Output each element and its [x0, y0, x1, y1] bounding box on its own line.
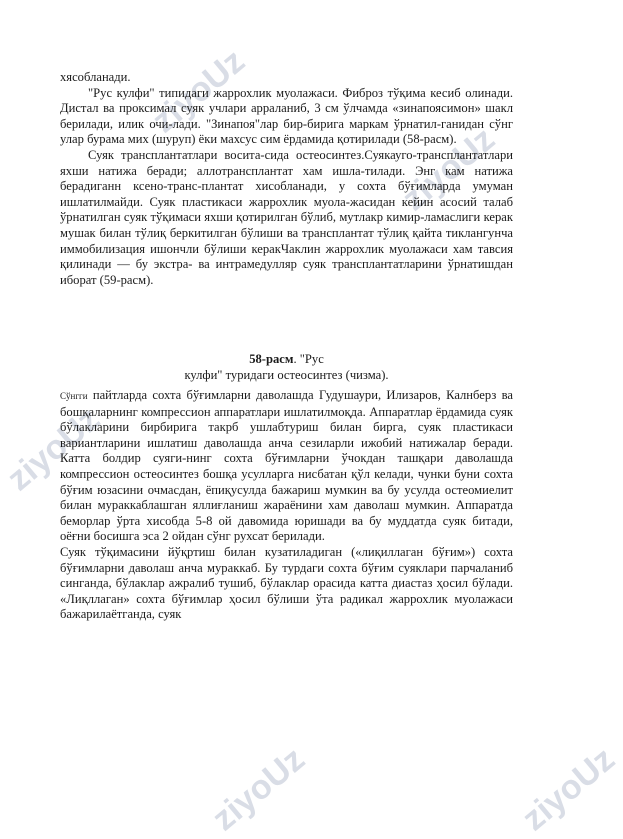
- text-block-upper: [60, 70, 513, 288]
- caption-text: кулфи" туридаги остеосинтез (чизма).: [184, 367, 389, 382]
- paragraph: Суяк трансплантатлари восита-сида остеосинтез.Суякауго-трансплантатлари яхши натижа беради; аллотрансплантат хам ишла-тилади. Энг кам натижа берадиганн ксено-транс-плантат хисобланади, у сохта бўғимларда умуман ишлатилмайди. Суяк пластикаси жаррохлик муола-жасидан кейин асосий талаб ўрнатилган суяк тўқимаси яхши қотирилган бўлиб, мутлакр кимир-ламаслиги керак мушак билан тўлиқ беркитилган бўлиши ва трансплантат тўлиқ қайта тиклангунча иммобилизация ишончли бўлиши керакЧаклин жаррохлик муолажаси хам тавсия қилинади — бу экстра- ва интрамедулляр суяк трансплантатларини ўрнатишдан иборат (59-расм).: [60, 147, 513, 287]
- paragraph: хясобланади.: [60, 70, 131, 84]
- paragraph: "Рус кулфи" типидаги жаррохлик муолажаси. Фиброз тўқима кесиб олинади. Дистал ва проксимал суяк учлари арраланиб, 3 см ўлчамда «зинапоясимон» шакл берилади, илик очи-лади. "Зинапоя"лар бир-бирига маркам ўрнатил-ганидан сўнг улар бурама мих (шуруп) ёки махсус сим ёрдамида қотирилади (58-расм).: [60, 85, 513, 147]
- caption-text: . "Рус: [293, 352, 324, 366]
- watermark: ziyoUz: [0, 399, 107, 499]
- paragraph: Суяк тўқимасини йўқртиш билан кузатиладиган («лиқиллаган бўғим») сохта бўғимларни даволаш анча мураккаб. Бу турдаги сохта бўғим суяклари парчаланиб синганда, бўлаклар ажралиб тушиб, бўлаклар орасида катта диастаз ҳосил бўлади. «Лиқллаган» сохта бўғимлар ҳосил бўлиши ўта радикал жаррохлик муолажаси бажарилаётганда, суяк: [60, 544, 513, 622]
- lead-word: Сўнгги: [60, 391, 88, 401]
- paragraph: [60, 388, 513, 545]
- text-block-lower: [60, 388, 513, 623]
- watermark: ziyoUz: [515, 739, 622, 839]
- watermark: ziyoUz: [395, 119, 502, 219]
- watermark: ziyoUz: [205, 739, 312, 839]
- paragraph-text: пайтларда сохта бўғимларни даволашда Гудушаури, Илизаров, Калнберз ва бошқаларнинг компрессион аппаратлари ишлатилмоқда. Аппаратлар ёрдамида суяк бўлакларини бирбирига такрб ушлабтуриш билан бирга, суяк пластикаси вариантларини ишлатиш даволашда анча сезиларли ижобий натижалар беради. Катта болдир суяги-нинг сохта бўғимларни ўчокдан ташқари даволашда компрессион остеосинтез бошқа усулларга нисбатан қўл келади, чунки буни сохта бўғим юзасини очмасдан, ёпиқусулда бажариш мумкин ва бу усулда остеомиелит билан мураккаблашган яллиғланиш жараёнини хам даволаш мумкин. Аппаратда беморлар ўрта хисобда 5-8 ой давомида юришади ва бу муддатда суяк битади, оёғни босишга эса 2 ойдан сўнг рухсат берилади.: [60, 388, 513, 544]
- figure-caption: [60, 352, 513, 383]
- figure-number: 58-расм: [249, 352, 294, 366]
- watermark: ziyoUz: [145, 41, 252, 141]
